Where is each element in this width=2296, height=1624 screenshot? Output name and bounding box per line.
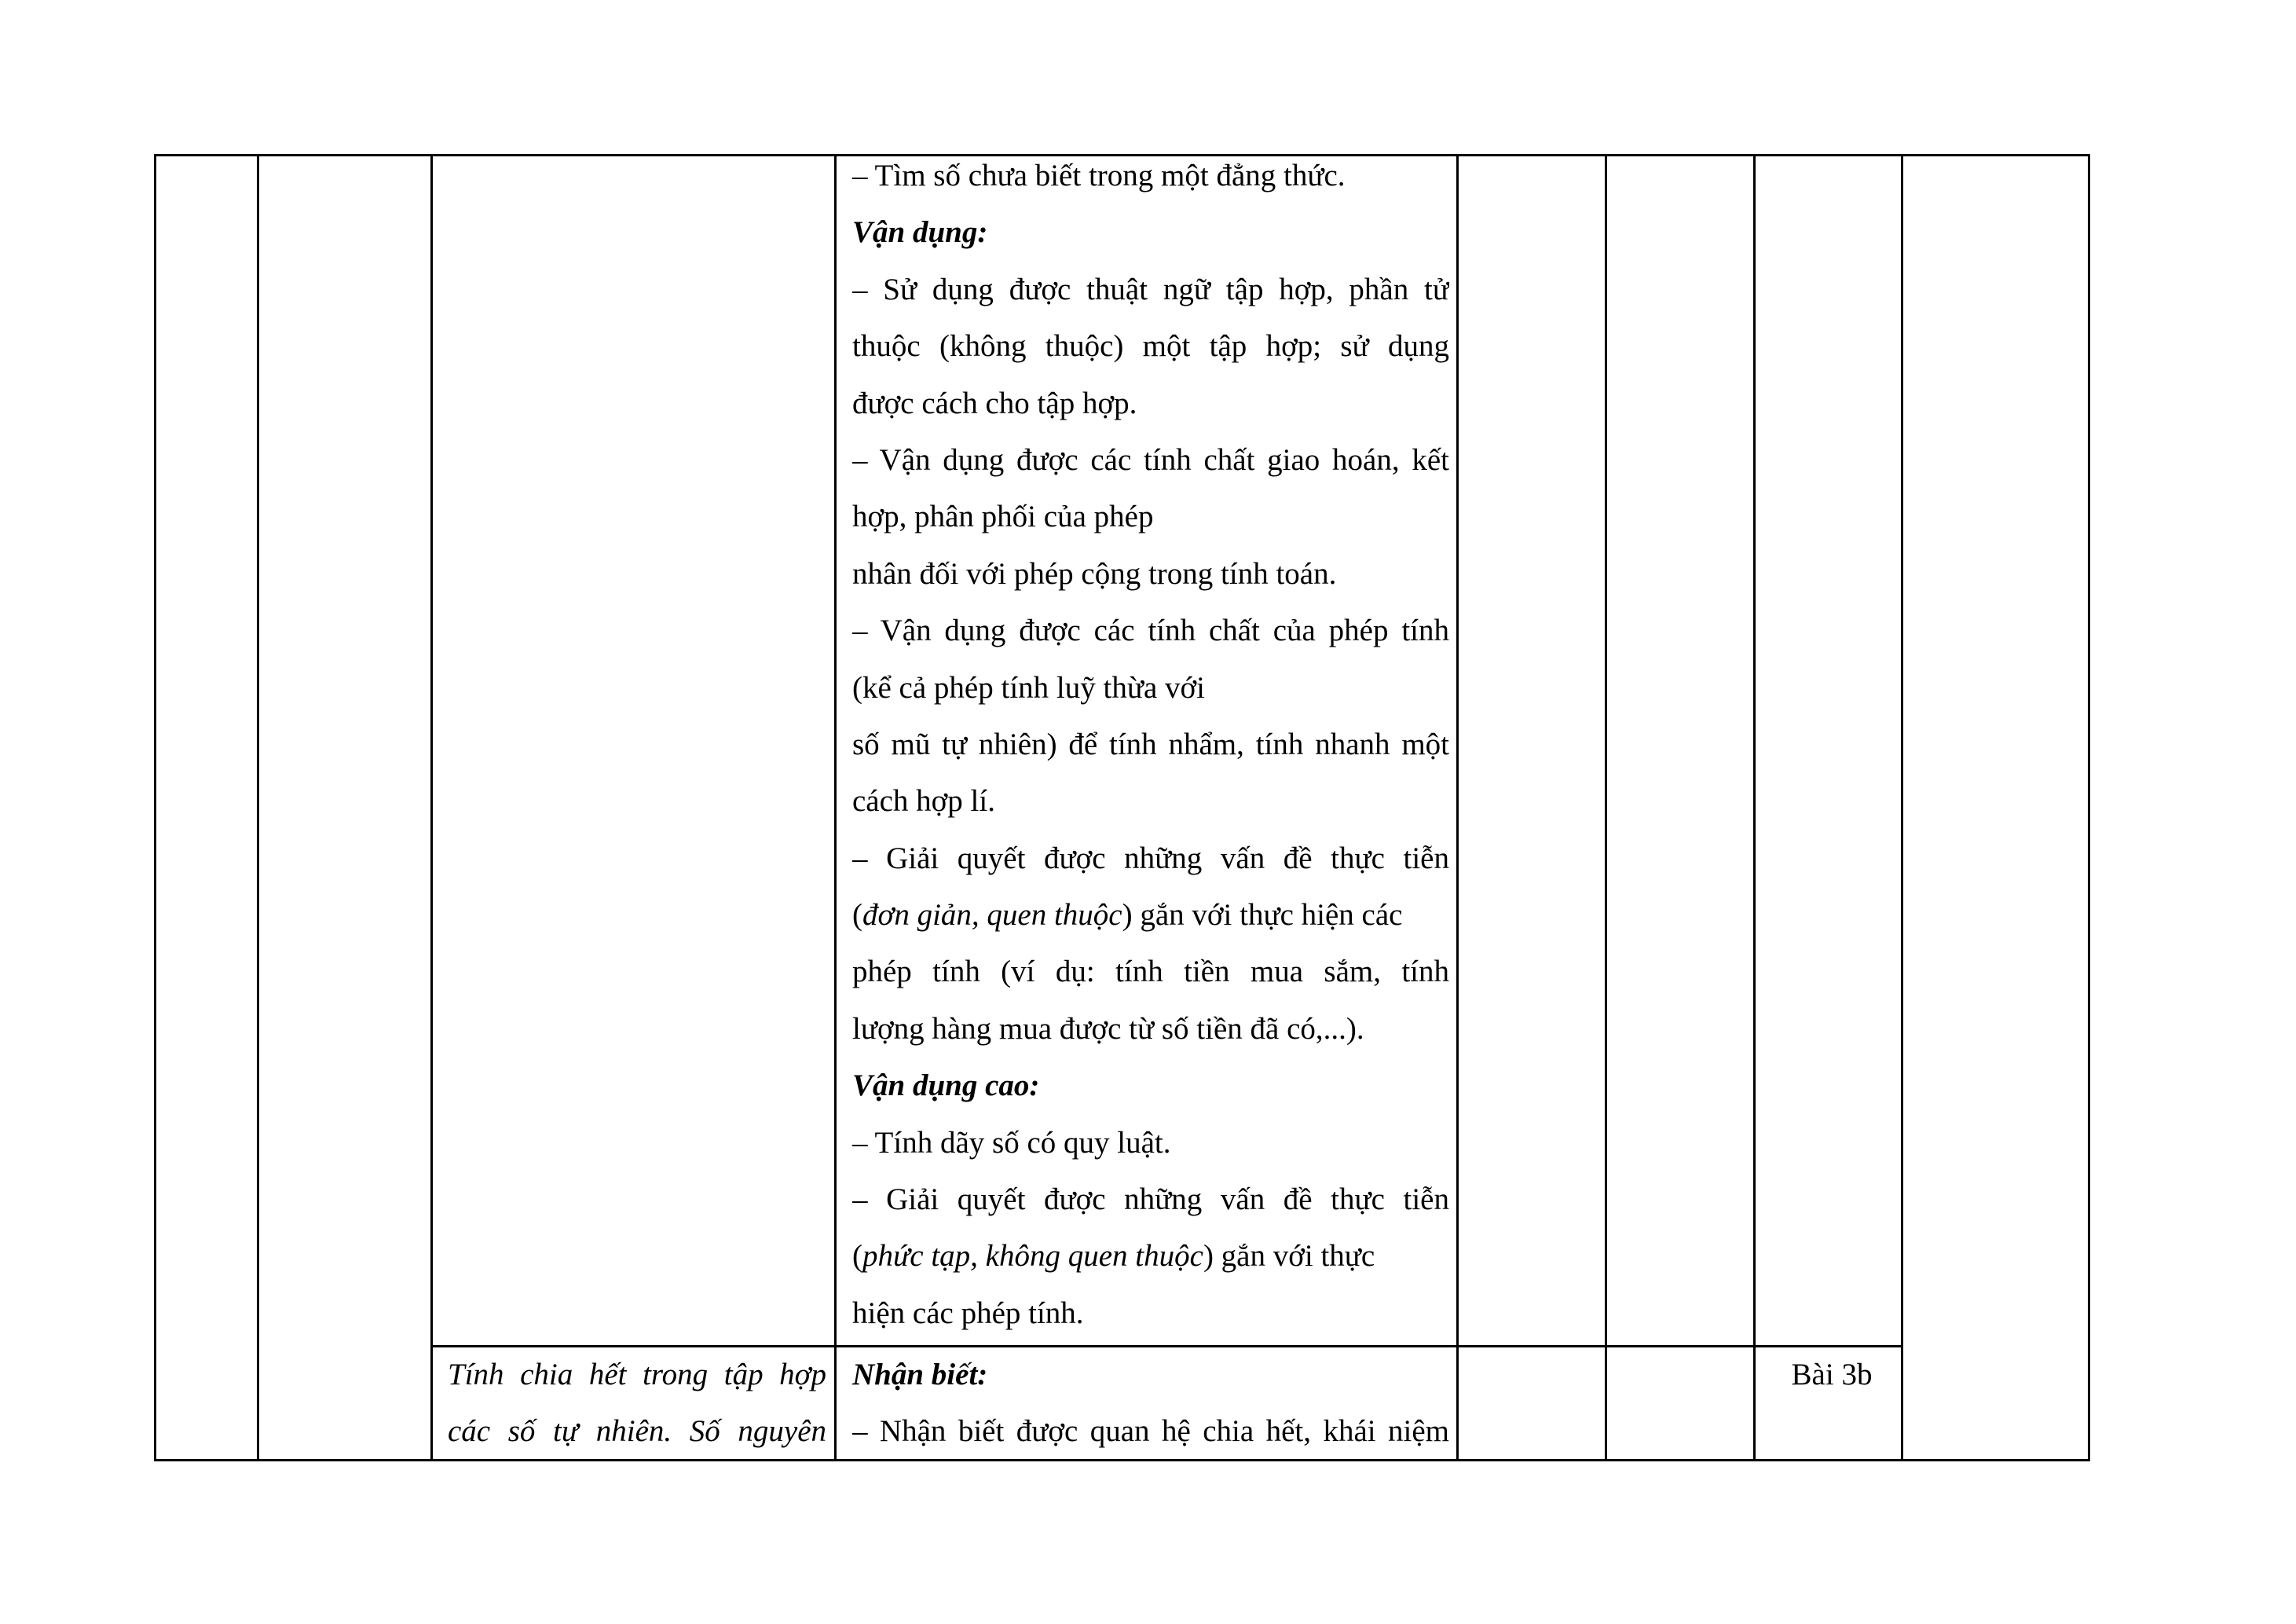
col-border-8 — [1901, 154, 1903, 1461]
objective-line: – Giải quyết được những vấn đề thực tiễn — [852, 841, 1449, 875]
objective-line-mixed — [852, 1228, 1449, 1285]
objectives-cell — [852, 148, 1449, 1342]
objective-fragment-tail: ) gắn với thực — [1203, 1239, 1375, 1274]
topic-cell — [448, 1347, 826, 1461]
question-ref-cell — [1758, 1347, 1906, 1403]
objective-line: – Vận dụng được các tính chất giao hoán, kết — [852, 442, 1449, 477]
col-border-9 — [2088, 154, 2090, 1461]
topic-line: các số tự nhiên. Số nguyên — [448, 1414, 826, 1449]
next-objectives-cell — [852, 1347, 1449, 1461]
paren-open: ( — [852, 898, 862, 933]
italic-phrase: đơn giản, quen thuộc — [862, 898, 1122, 933]
objective-line: thuộc (không thuộc) một tập hợp; sử dụng — [852, 329, 1449, 364]
objective-line: – Sử dụng được thuật ngữ tập hợp, phần tử — [852, 272, 1449, 306]
objective-line: – Tìm số chưa biết trong một đẳng thức. — [852, 159, 1346, 192]
objective-line: – Vận dụng được các tính chất của phép tính — [852, 614, 1449, 648]
objective-line: phép tính (ví dụ: tính tiền mua sắm, tính — [852, 955, 1449, 989]
level-heading-nhan-biet: Nhận biết: — [852, 1358, 988, 1391]
paren-open: ( — [852, 1239, 862, 1274]
level-heading-van-dung: Vận dụng: — [852, 215, 988, 250]
col-border-5 — [1456, 154, 1459, 1461]
italic-phrase: phức tạp, không quen thuộc — [862, 1239, 1203, 1274]
topic-line: Tính chia hết trong tập hợp — [448, 1358, 826, 1391]
objective-fragment — [852, 887, 1402, 944]
col-border-7 — [1753, 154, 1756, 1461]
objective-line: cách hợp lí. — [852, 784, 995, 819]
objective-line: hợp, phân phối của phép — [852, 500, 1154, 534]
objective-line: hiện các phép tính. — [852, 1296, 1084, 1330]
objective-line: (kể cả phép tính luỹ thừa với — [852, 670, 1205, 705]
objective-line: được cách cho tập hợp. — [852, 386, 1137, 420]
question-ref: Bài 3b — [1791, 1358, 1873, 1391]
objective-line: – Tính dãy số có quy luật. — [852, 1125, 1171, 1160]
objective-fragment-tail: ) gắn với thực hiện các — [1122, 898, 1403, 933]
col-border-3 — [430, 154, 433, 1461]
objective-line: – Giải quyết được những vấn đề thực tiễn — [852, 1182, 1449, 1217]
col-border-2 — [257, 154, 259, 1461]
level-heading-van-dung-cao: Vận dụng cao: — [852, 1069, 1040, 1103]
col-border-6 — [1605, 154, 1607, 1461]
objective-line-mixed — [852, 887, 1449, 944]
objective-line: nhân đối với phép cộng trong tính toán. — [852, 556, 1337, 591]
col-border-4 — [834, 154, 837, 1461]
col-border-1 — [154, 154, 156, 1461]
objective-line: lượng hàng mua được từ số tiền đã có,...). — [852, 1011, 1364, 1046]
objective-line: số mũ tự nhiên) để tính nhẩm, tính nhanh một — [852, 727, 1449, 761]
objective-line: – Nhận biết được quan hệ chia hết, khái niệm — [852, 1414, 1449, 1449]
